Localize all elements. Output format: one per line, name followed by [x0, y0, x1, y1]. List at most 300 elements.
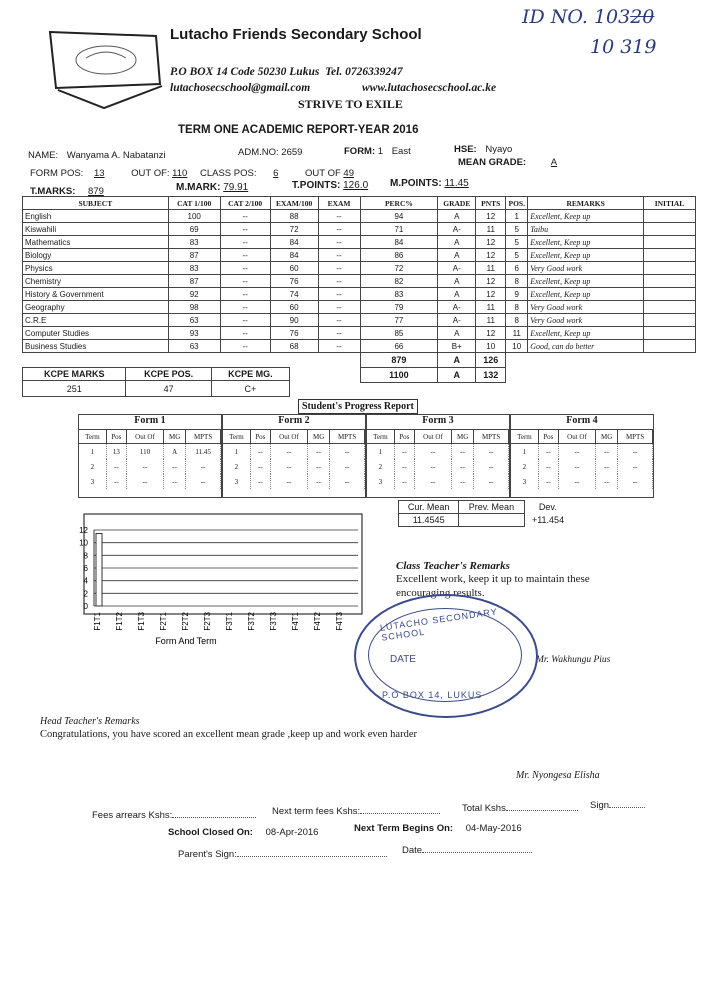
progress-form-4 — [510, 414, 654, 498]
progress-term-row — [511, 444, 653, 460]
stamp-date-label: DATE — [390, 654, 416, 665]
marks-cell-grade: A — [438, 288, 476, 301]
marks-header-cell: CAT 2/100 — [220, 197, 270, 210]
marks-cell-initial — [644, 236, 696, 249]
head-teacher-title: Head Teacher's Remarks — [40, 716, 140, 727]
marks-cell-exam100: 60 — [270, 301, 318, 314]
progress-cell: -- — [618, 444, 653, 460]
class-teacher-remark: Excellent work, keep it up to maintain these encouraging results. — [396, 573, 590, 599]
kcpe-table — [22, 367, 290, 397]
marks-cell-remark: Excellent, Keep up — [528, 249, 644, 262]
marks-row — [23, 223, 696, 236]
progress-sub-header: Term — [79, 430, 106, 444]
progress-cell: 1 — [79, 444, 106, 460]
total-marks: 879 — [88, 186, 104, 197]
progress-sub-header: Pos — [394, 430, 414, 444]
progress-cell: -- — [452, 444, 474, 460]
progress-term-row — [223, 459, 365, 474]
marks-cell-cat1: 63 — [168, 314, 220, 327]
marks-cell-exam: -- — [318, 223, 360, 236]
marks-cell-subject: C.R.E — [23, 314, 169, 327]
marks-cell-pnts: 12 — [476, 275, 506, 288]
marks-total-grade: A — [438, 368, 476, 383]
marks-header-cell: EXAM/100 — [270, 197, 318, 210]
marks-header-cell: REMARKS — [528, 197, 644, 210]
marks-row — [23, 314, 696, 327]
marks-cell-initial — [644, 275, 696, 288]
marks-cell-subject: History & Government — [23, 288, 169, 301]
chart-ytick-label: 8 — [83, 551, 88, 561]
progress-term-row — [223, 444, 365, 460]
progress-cell: -- — [394, 474, 414, 489]
progress-cell: -- — [270, 474, 307, 489]
dev-header: Dev. — [538, 502, 557, 512]
progress-sub-header: MG — [452, 430, 474, 444]
marks-cell-pos: 5 — [506, 236, 528, 249]
chart-bar — [96, 533, 102, 606]
handwritten-id-struck: 20 — [630, 6, 655, 28]
chart-xtick-label: F4T2 — [313, 612, 322, 631]
marks-cell-pos: 10 — [506, 340, 528, 353]
progress-term-table — [223, 430, 365, 489]
hse-row: HSE: Nyayo — [454, 144, 513, 155]
marks-cell-grade: A — [438, 236, 476, 249]
marks-cell-initial — [644, 210, 696, 223]
progress-cell: -- — [270, 444, 307, 460]
marks-cell-pnts: 12 — [476, 210, 506, 223]
marks-cell-grade: A- — [438, 262, 476, 275]
progress-term-row — [511, 474, 653, 489]
marks-total-spacer — [23, 353, 361, 368]
chart-xtick-label: F1T1 — [93, 612, 102, 631]
progress-cell: -- — [558, 459, 595, 474]
chart-xtick-label: F2T3 — [203, 612, 212, 631]
progress-cell: 2 — [511, 459, 538, 474]
progress-form-title: Form 4 — [511, 415, 653, 430]
stamp-bottom-text: P.O BOX 14, LUKUS — [382, 690, 483, 700]
parent-sign: Parent's Sign: — [178, 849, 387, 860]
marks-cell-cat2: -- — [220, 314, 270, 327]
class-teacher-title: Class Teacher's Remarks — [396, 560, 510, 572]
progress-sub-header: MG — [308, 430, 330, 444]
marks-row — [23, 249, 696, 262]
marks-cell-exam100: 88 — [270, 210, 318, 223]
marks-cell-cat2: -- — [220, 210, 270, 223]
marks-total-grade: A — [438, 353, 476, 368]
chart-xtick-label: F3T2 — [247, 612, 256, 631]
progress-sub-header: Pos — [538, 430, 558, 444]
chart-xtick-label: F4T3 — [335, 612, 344, 631]
marks-cell-subject: Biology — [23, 249, 169, 262]
school-stamp — [354, 594, 538, 718]
marks-cell-cat2: -- — [220, 327, 270, 340]
marks-row — [23, 262, 696, 275]
marks-cell-exam100: 74 — [270, 288, 318, 301]
marks-cell-exam: -- — [318, 210, 360, 223]
stream: East — [391, 146, 411, 157]
kcpe-marks: 251 — [23, 381, 126, 397]
marks-cell-cat2: -- — [220, 249, 270, 262]
chart-xtick-label: F3T1 — [225, 612, 234, 631]
school-email: lutachosecschool@gmail.com — [170, 82, 311, 94]
progress-form-2 — [222, 414, 366, 498]
marks-cell-initial — [644, 340, 696, 353]
student-name: Wanyama A. Nabatanzi — [66, 150, 166, 161]
progress-cell: -- — [330, 474, 365, 489]
progress-cell: -- — [164, 474, 186, 489]
progress-cell: 2 — [79, 459, 106, 474]
marks-cell-subject: Chemistry — [23, 275, 169, 288]
marks-header-cell: GRADE — [438, 197, 476, 210]
progress-form-title: Form 3 — [367, 415, 509, 430]
head-teacher-signature: Mr. Nyongesa Elisha — [516, 770, 600, 781]
marks-cell-initial — [644, 327, 696, 340]
student-name-row — [28, 150, 166, 161]
kcpe-mg: C+ — [211, 381, 289, 397]
marks-header-cell: PERC% — [360, 197, 438, 210]
progress-cell: -- — [596, 474, 618, 489]
marks-total-pnts: 132 — [476, 368, 506, 383]
progress-term-row — [367, 474, 509, 489]
progress-form-3 — [366, 414, 510, 498]
school-closed: School Closed On: 08-Apr-2016 — [168, 827, 319, 838]
progress-cell: -- — [106, 459, 126, 474]
progress-cell: 3 — [511, 474, 538, 489]
class-teacher-signature: Mr. Wakhungu Pius — [536, 655, 611, 665]
progress-report — [78, 414, 654, 498]
marks-cell-pos: 11 — [506, 327, 528, 340]
marks-cell-initial — [644, 288, 696, 301]
marks-cell-grade: A — [438, 327, 476, 340]
progress-cell: 3 — [79, 474, 106, 489]
prev-mean-header: Prev. Mean — [459, 501, 524, 514]
marks-cell-remark: Very Good work — [528, 262, 644, 275]
marks-cell-cat2: -- — [220, 340, 270, 353]
stamp-top-text: LUTACHO SECONDARY SCHOOL — [379, 606, 499, 643]
marks-cell-exam100: 68 — [270, 340, 318, 353]
progress-cell: -- — [452, 474, 474, 489]
progress-cell: -- — [414, 444, 451, 460]
progress-cell: -- — [164, 459, 186, 474]
progress-cell: 2 — [367, 459, 394, 474]
progress-cell: -- — [330, 459, 365, 474]
total-fees: Total Kshs — [462, 803, 578, 814]
chart-xtick-label: F2T2 — [181, 612, 190, 631]
kcpe-mg-header: KCPE MG. — [211, 368, 289, 381]
means-table — [398, 500, 572, 527]
marks-cell-pnts: 11 — [476, 262, 506, 275]
kcpe-pos: 47 — [126, 381, 211, 397]
marks-cell-pos: 1 — [506, 210, 528, 223]
marks-total-row — [23, 353, 696, 368]
marks-row — [23, 301, 696, 314]
progress-term-row — [223, 474, 365, 489]
progress-term-table — [79, 430, 221, 489]
marks-cell-cat1: 93 — [168, 327, 220, 340]
progress-cell: -- — [596, 444, 618, 460]
progress-term-row — [511, 459, 653, 474]
marks-total-pnts: 126 — [476, 353, 506, 368]
form-number: 1 — [377, 146, 384, 157]
progress-sub-header: Term — [367, 430, 394, 444]
marks-cell-initial — [644, 262, 696, 275]
marks-row — [23, 340, 696, 353]
mean-mark-row: M.MARK: 79.91 — [176, 182, 249, 193]
marks-cell-subject: Kiswahili — [23, 223, 169, 236]
begins-date: 04-May-2016 — [465, 823, 522, 834]
progress-cell: -- — [414, 459, 451, 474]
school-name: Lutacho Friends Secondary School — [170, 26, 422, 43]
progress-sub-header: MPTS — [330, 430, 365, 444]
progress-cell: -- — [250, 474, 270, 489]
marks-header-cell: SUBJECT — [23, 197, 169, 210]
marks-cell-remark: Good, can do better — [528, 340, 644, 353]
school-logo — [44, 28, 164, 114]
prev-mean — [459, 514, 524, 527]
marks-header-cell: EXAM — [318, 197, 360, 210]
marks-cell-exam100: 76 — [270, 327, 318, 340]
progress-cell: -- — [558, 444, 595, 460]
marks-total-perc: 1100 — [360, 368, 438, 383]
fees-arrears: Fees arrears Kshs: — [92, 810, 256, 821]
marks-row — [23, 327, 696, 340]
progress-cell: -- — [474, 474, 509, 489]
marks-cell-perc: 94 — [360, 210, 438, 223]
progress-cell: 3 — [223, 474, 250, 489]
progress-chart — [60, 512, 366, 650]
progress-cell: -- — [186, 474, 221, 489]
marks-cell-remark: Excellent, Keep up — [528, 236, 644, 249]
marks-cell-subject: Geography — [23, 301, 169, 314]
marks-header-cell: CAT 1/100 — [168, 197, 220, 210]
marks-cell-perc: 84 — [360, 236, 438, 249]
progress-sub-header: MPTS — [186, 430, 221, 444]
marks-cell-exam100: 84 — [270, 249, 318, 262]
total-points-row: T.POINTS: 126.0 — [292, 180, 369, 191]
progress-cell: 3 — [367, 474, 394, 489]
marks-cell-exam: -- — [318, 249, 360, 262]
progress-cell: -- — [308, 474, 330, 489]
school-address: P.O BOX 14 Code 50230 Lukus Tel. 0726339247 — [170, 66, 403, 78]
marks-cell-exam100: 72 — [270, 223, 318, 236]
chart-xtick-label: F4T1 — [291, 612, 300, 631]
class-out-of: 49 — [343, 168, 354, 179]
progress-cell: 110 — [126, 444, 163, 460]
marks-cell-exam100: 60 — [270, 262, 318, 275]
form-row: FORM: 1 East — [344, 146, 411, 157]
marks-cell-grade: A- — [438, 314, 476, 327]
chart-xtick-label: F3T3 — [269, 612, 278, 631]
next-term-fees: Next term fees Kshs: — [272, 806, 440, 817]
chart-ytick-label: 4 — [83, 576, 88, 586]
marks-row — [23, 288, 696, 301]
total-points: 126.0 — [343, 180, 369, 191]
handwritten-id-line1: ID NO. 103 — [522, 6, 631, 28]
marks-cell-pos: 5 — [506, 249, 528, 262]
marks-cell-cat2: -- — [220, 262, 270, 275]
school-website: www.lutachosecschool.ac.ke — [362, 82, 497, 94]
progress-cell: -- — [414, 474, 451, 489]
marks-cell-exam: -- — [318, 327, 360, 340]
marks-cell-grade: A — [438, 210, 476, 223]
marks-row — [23, 275, 696, 288]
marks-cell-pnts: 12 — [476, 236, 506, 249]
footer-sign: Sign — [590, 800, 645, 811]
marks-cell-perc: 86 — [360, 249, 438, 262]
marks-cell-pnts: 11 — [476, 314, 506, 327]
progress-cell: -- — [474, 459, 509, 474]
marks-cell-exam: -- — [318, 288, 360, 301]
progress-sub-header: MPTS — [474, 430, 509, 444]
marks-cell-remark: Excellent, Keep up — [528, 288, 644, 301]
marks-cell-exam100: 84 — [270, 236, 318, 249]
progress-cell: -- — [538, 474, 558, 489]
school-motto: STRIVE TO EXILE — [298, 97, 403, 111]
progress-cell: -- — [558, 474, 595, 489]
form-pos-row: FORM POS: 13 OUT OF: 110 CLASS POS: 6 OUT OF 49 — [30, 168, 354, 179]
progress-term-row — [367, 444, 509, 460]
marks-cell-subject: Mathematics — [23, 236, 169, 249]
chart-ytick-label: 6 — [83, 564, 88, 573]
progress-title: Student's Progress Report — [298, 399, 418, 414]
kcpe-marks-header: KCPE MARKS — [23, 368, 126, 381]
marks-cell-grade: B+ — [438, 340, 476, 353]
progress-cell: 13 — [106, 444, 126, 460]
marks-cell-cat1: 92 — [168, 288, 220, 301]
progress-sub-header: Out Of — [270, 430, 307, 444]
progress-cell: -- — [270, 459, 307, 474]
marks-cell-pos: 6 — [506, 262, 528, 275]
marks-cell-exam: -- — [318, 301, 360, 314]
marks-cell-exam100: 76 — [270, 275, 318, 288]
marks-cell-initial — [644, 249, 696, 262]
marks-table-header — [23, 197, 696, 210]
progress-cell: -- — [106, 474, 126, 489]
progress-cell: -- — [250, 444, 270, 460]
progress-cell: -- — [474, 444, 509, 460]
progress-cell: -- — [126, 474, 163, 489]
progress-cell: -- — [538, 444, 558, 460]
progress-term-row — [367, 459, 509, 474]
marks-cell-exam: -- — [318, 275, 360, 288]
marks-cell-remark: Very Good work — [528, 314, 644, 327]
progress-sub-header: MG — [164, 430, 186, 444]
cur-mean: 11.4545 — [399, 514, 459, 527]
chart-xtick-label: F1T2 — [115, 612, 124, 631]
marks-cell-perc: 72 — [360, 262, 438, 275]
marks-cell-pos: 8 — [506, 301, 528, 314]
progress-cell: -- — [618, 474, 653, 489]
marks-cell-perc: 66 — [360, 340, 438, 353]
progress-sub-header: Pos — [250, 430, 270, 444]
marks-cell-grade: A — [438, 275, 476, 288]
progress-sub-header: MPTS — [618, 430, 653, 444]
marks-cell-remark: Excellent, Keep up — [528, 275, 644, 288]
chart-ytick-label: 10 — [79, 538, 88, 548]
handwritten-id — [522, 6, 654, 28]
progress-cell: -- — [186, 459, 221, 474]
progress-term-table — [511, 430, 653, 489]
class-pos: 6 — [273, 168, 279, 179]
marks-cell-subject: Physics — [23, 262, 169, 275]
marks-cell-cat2: -- — [220, 236, 270, 249]
marks-cell-exam: -- — [318, 314, 360, 327]
mean-grade: A — [550, 157, 558, 168]
marks-header-cell: INITIAL — [644, 197, 696, 210]
progress-cell: -- — [452, 459, 474, 474]
marks-cell-remark: Taibu — [528, 223, 644, 236]
marks-cell-pnts: 11 — [476, 223, 506, 236]
marks-cell-subject: Business Studies — [23, 340, 169, 353]
marks-cell-cat1: 63 — [168, 340, 220, 353]
marks-cell-pnts: 12 — [476, 249, 506, 262]
progress-cell: 1 — [223, 444, 250, 460]
marks-cell-cat2: -- — [220, 223, 270, 236]
adm-row: ADM.NO: 2659 — [238, 147, 303, 158]
name-label: NAME: — [28, 150, 59, 161]
progress-form-1 — [78, 414, 222, 498]
marks-cell-cat1: 98 — [168, 301, 220, 314]
progress-cell: -- — [330, 444, 365, 460]
marks-cell-cat1: 83 — [168, 236, 220, 249]
progress-cell: -- — [394, 444, 414, 460]
chart-ytick-label: 12 — [79, 526, 88, 535]
marks-cell-pnts: 12 — [476, 288, 506, 301]
progress-term-row — [79, 444, 221, 460]
form-pos: 13 — [93, 168, 105, 179]
marks-cell-exam100: 90 — [270, 314, 318, 327]
marks-cell-perc: 77 — [360, 314, 438, 327]
progress-sub-header: MG — [596, 430, 618, 444]
marks-cell-pos: 8 — [506, 314, 528, 327]
progress-sub-header: Term — [511, 430, 538, 444]
progress-cell: -- — [596, 459, 618, 474]
progress-sub-header: Out Of — [414, 430, 451, 444]
deviation: +11.454 — [531, 515, 565, 525]
chart-ytick-label: 0 — [83, 602, 88, 611]
progress-sub-header: Pos — [106, 430, 126, 444]
marks-cell-pnts: 10 — [476, 340, 506, 353]
marks-cell-cat1: 83 — [168, 262, 220, 275]
progress-form-title: Form 2 — [223, 415, 365, 430]
marks-cell-cat2: -- — [220, 288, 270, 301]
progress-sub-header: Out Of — [558, 430, 595, 444]
progress-cell: 2 — [223, 459, 250, 474]
chart-frame — [84, 514, 362, 614]
report-title: TERM ONE ACADEMIC REPORT-YEAR 2016 — [178, 124, 419, 136]
progress-term-row — [79, 474, 221, 489]
handwritten-id-corrected: 10 319 — [590, 36, 657, 58]
marks-cell-pnts: 12 — [476, 327, 506, 340]
form-out-of: 110 — [172, 168, 188, 179]
marks-row: T.MARKS: 879 — [30, 186, 104, 197]
marks-cell-pos: 8 — [506, 275, 528, 288]
house: Nyayo — [485, 144, 513, 155]
chart-xlabel: Form And Term — [155, 636, 217, 646]
mean-grade-row: MEAN GRADE: A — [458, 157, 558, 168]
marks-cell-pos: 5 — [506, 223, 528, 236]
parent-date: Date — [402, 845, 532, 856]
progress-cell: -- — [308, 444, 330, 460]
marks-cell-subject: Computer Studies — [23, 327, 169, 340]
marks-cell-initial — [644, 314, 696, 327]
progress-sub-header: Out Of — [126, 430, 163, 444]
marks-total-spacer — [506, 353, 696, 368]
progress-cell: -- — [394, 459, 414, 474]
marks-row — [23, 210, 696, 223]
marks-cell-cat2: -- — [220, 301, 270, 314]
marks-cell-cat1: 100 — [168, 210, 220, 223]
